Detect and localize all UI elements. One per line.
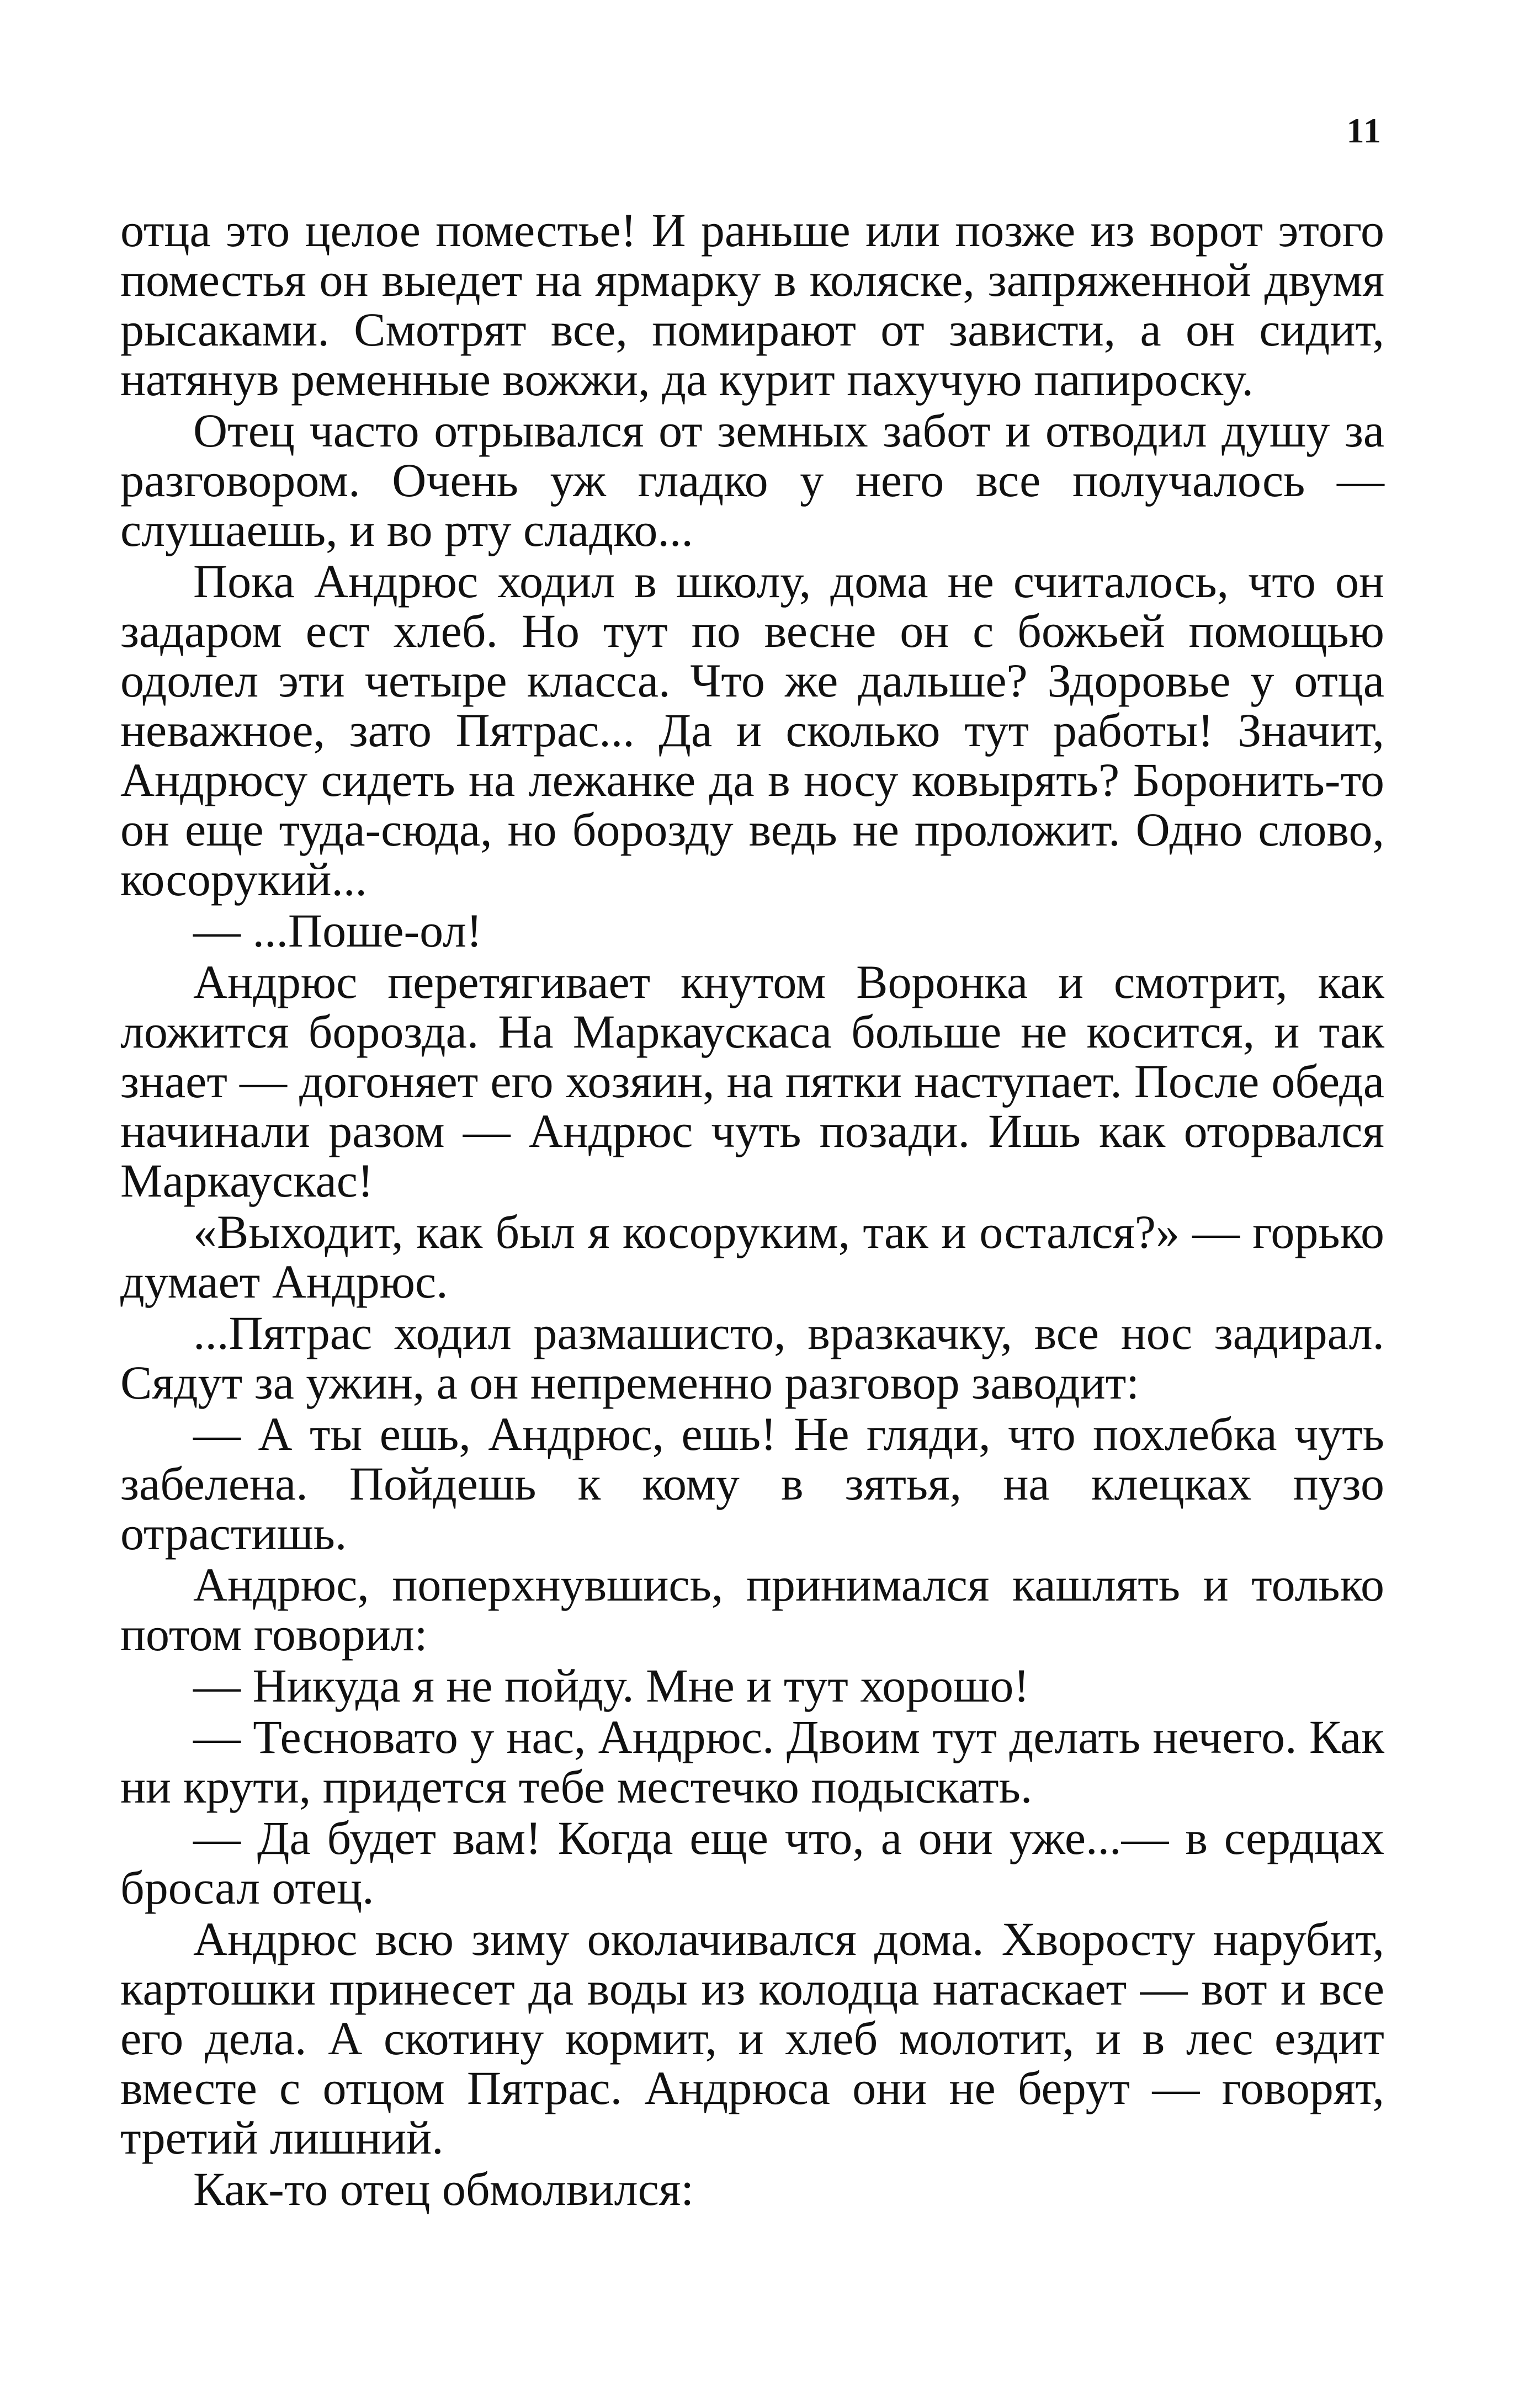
- paragraph: Андрюс всю зиму околачивался дома. Хворосту нарубит, картошки принесет да воды из колодца натаскает — вот и все его дела. А скотину кормит, и хлеб молотит, и в лес ездит вместе с отцом Пятрас. Андрюса они не берут — говорят, третий лишний.: [120, 1912, 1384, 2164]
- paragraph: ...Пятрас ходил размашисто, вразкачку, все нос задирал. Сядут за ужин, а он непременно разговор заводит:: [120, 1306, 1384, 1409]
- paragraph: Андрюс, поперхнувшись, принимался кашлять и только потом говорил:: [120, 1558, 1384, 1661]
- paragraph: отца это целое поместье! И раньше или позже из ворот этого поместья он выедет на ярмарку в коляске, запряженной двумя рысаками. Смотрят все, помирают от зависти, а он сидит, натянув ременные вожжи, да курит пахучую папироску.: [120, 204, 1384, 406]
- paragraph: Пока Андрюс ходил в школу, дома не считалось, что он задаром ест хлеб. Но тут по весне он с божьей помощью одолел эти четыре класса. Что же дальше? Здоровье у отца неважное, зато Пятрас... Да и сколько тут работы! Значит, Андрюсу сидеть на лежанке да в носу ковырять? Боронить-то он еще туда-сюда, но борозду ведь не проложит. Одно слово, косорукий...: [120, 555, 1384, 906]
- paragraph: — Тесновато у нас, Андрюс. Двоим тут делать нечего. Как ни крути, придется тебе местечко подыскать.: [120, 1710, 1384, 1813]
- paragraph: — ...Поше-ол!: [193, 904, 482, 957]
- paragraph: — Да будет вам! Когда еще что, а они уже...— в сердцах бросал отец.: [120, 1811, 1384, 1914]
- paragraph: Отец часто отрывался от земных забот и отводил душу за разговором. Очень уж гладко у него все получалось — слушаешь, и во рту сладко...: [120, 404, 1384, 556]
- paragraph: — А ты ешь, Андрюс, ешь! Не гляди, что похлебка чуть забелена. Пойдешь к кому в зятья, на клецках пузо отрастишь.: [120, 1407, 1384, 1560]
- paragraph: — Никуда я не пойду. Мне и тут хорошо!: [193, 1659, 1029, 1712]
- paragraph: «Выходит, как был я косоруким, так и остался?» — горько думает Андрюс.: [120, 1205, 1384, 1308]
- paragraph: Андрюс перетягивает кнутом Воронка и смотрит, как ложится борозда. На Маркаускаса больше не косится, и так знает — догоняет его хозяин, на пятки наступает. После обеда начинали разом — Андрюс чуть позади. Ишь как оторвался Маркаускас!: [120, 955, 1384, 1207]
- body-text: [120, 205, 1384, 2215]
- page-number: 11: [1346, 111, 1382, 150]
- paragraph: Как-то отец обмолвился:: [193, 2162, 694, 2215]
